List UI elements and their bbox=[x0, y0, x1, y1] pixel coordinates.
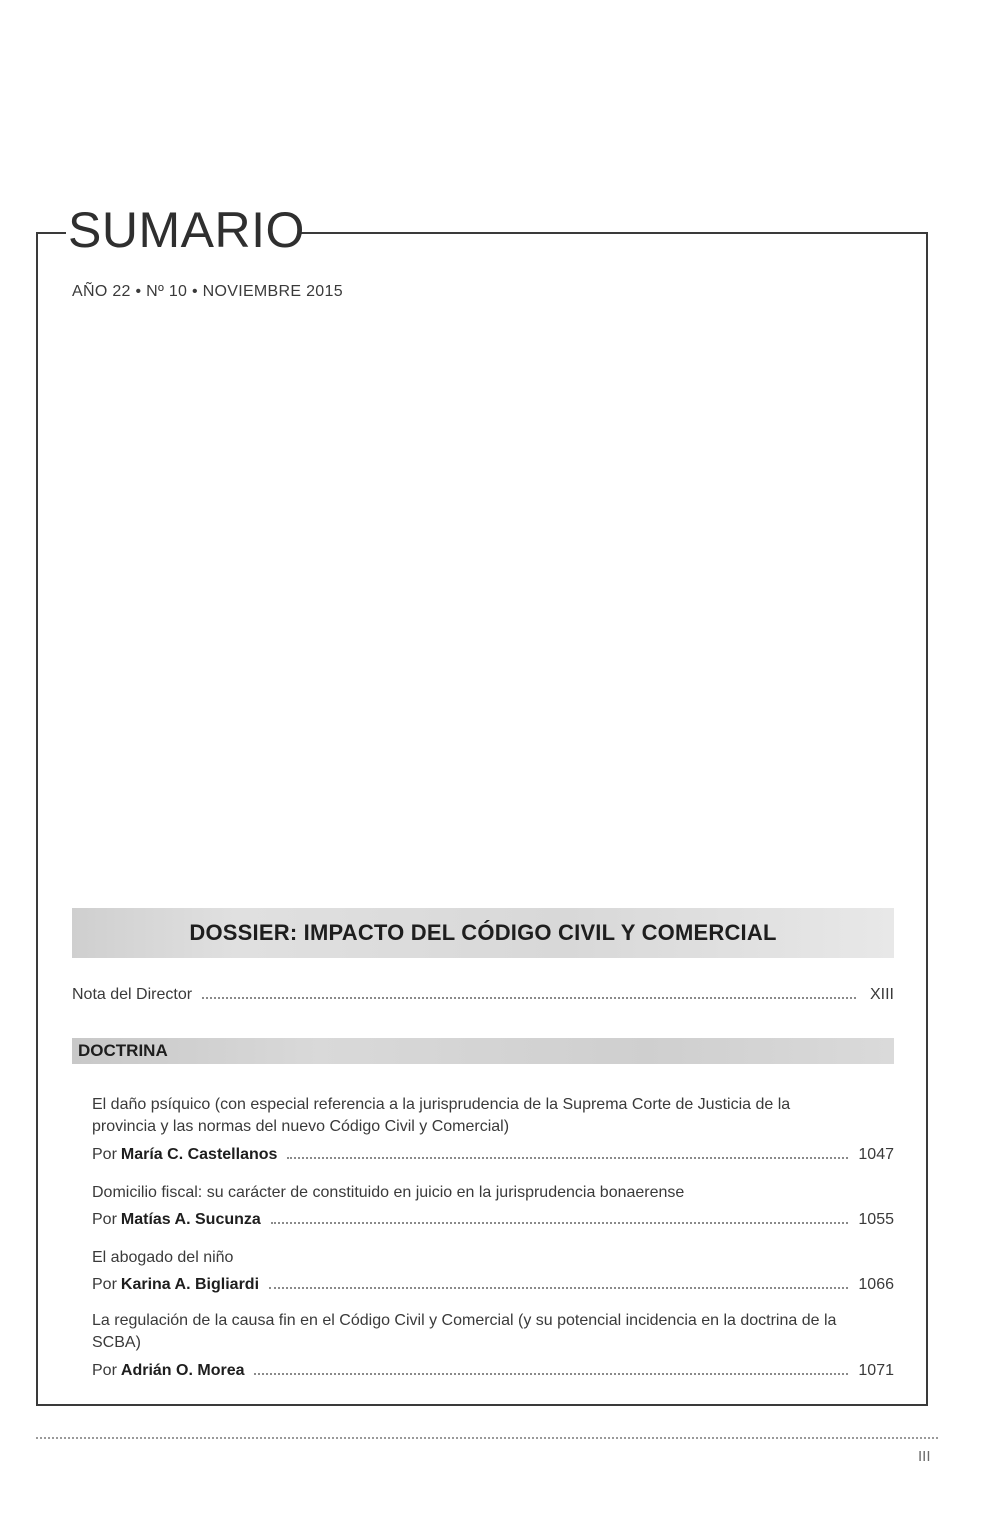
dot-leader bbox=[287, 1157, 848, 1159]
article-author-line[interactable] bbox=[92, 1362, 894, 1380]
author-prefix: Por bbox=[92, 1146, 117, 1163]
dossier-banner bbox=[72, 908, 894, 958]
dot-leader bbox=[254, 1373, 848, 1375]
article-page: 1055 bbox=[858, 1211, 894, 1228]
author-name: María C. Castellanos bbox=[120, 1146, 278, 1163]
director-note-label: Nota del Director bbox=[72, 986, 193, 1003]
section-title-doctrina: DOCTRINA bbox=[78, 1041, 168, 1060]
director-note-entry[interactable] bbox=[72, 986, 894, 1004]
article-page: 1047 bbox=[858, 1146, 894, 1163]
article-title[interactable]: El daño psíquico (con especial referencia a la jurisprudencia de la Suprema Corte de Justicia de la provincia y las normas del nuevo Código Civil y Comercial) bbox=[92, 1096, 791, 1135]
article-title[interactable]: La regulación de la causa fin en el Código Civil y Comercial (y su potencial incidencia en la doctrina de la SCBA) bbox=[92, 1312, 837, 1351]
doctrina-section-band bbox=[72, 1038, 894, 1064]
page-title: SUMARIO bbox=[68, 202, 305, 258]
director-note-page: XIII bbox=[869, 986, 894, 1003]
dot-leader bbox=[271, 1222, 849, 1224]
summary-frame bbox=[36, 232, 928, 1406]
author-prefix: Por bbox=[92, 1276, 117, 1293]
bottom-dotted-rule bbox=[36, 1437, 938, 1439]
author-prefix: Por bbox=[92, 1211, 117, 1228]
author-name: Adrián O. Morea bbox=[120, 1362, 245, 1379]
dot-leader bbox=[269, 1287, 848, 1289]
article-title[interactable]: Domicilio fiscal: su carácter de constituido en juicio en la jurisprudencia bonaerense bbox=[92, 1184, 685, 1201]
author-prefix: Por bbox=[92, 1362, 117, 1379]
dossier-title: DOSSIER: IMPACTO DEL CÓDIGO CIVIL Y COMERCIAL bbox=[189, 920, 777, 945]
page-number: III bbox=[918, 1448, 931, 1465]
author-name: Matías A. Sucunza bbox=[120, 1211, 261, 1228]
article-author-line[interactable] bbox=[92, 1276, 894, 1294]
article-author-line[interactable] bbox=[92, 1146, 894, 1164]
article-title[interactable]: El abogado del niño bbox=[92, 1249, 234, 1266]
author-name: Karina A. Bigliardi bbox=[120, 1276, 260, 1293]
article-page: 1071 bbox=[858, 1362, 894, 1379]
article-author-line[interactable] bbox=[92, 1211, 894, 1229]
dot-leader bbox=[202, 997, 856, 999]
issue-info: AÑO 22 • Nº 10 • NOVIEMBRE 2015 bbox=[72, 283, 343, 300]
article-page: 1066 bbox=[858, 1276, 894, 1293]
